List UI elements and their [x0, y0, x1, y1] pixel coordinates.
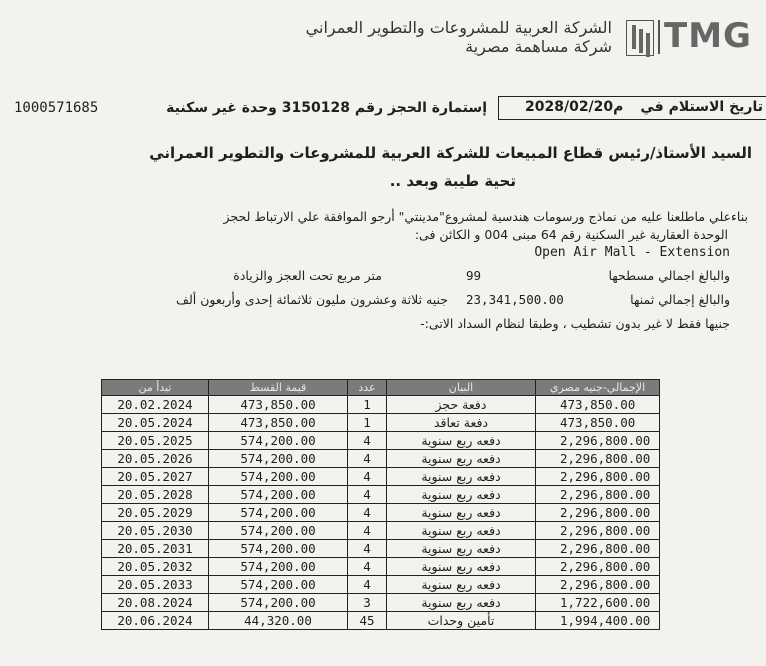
- row-description: دفعه ربع سنوية: [387, 540, 536, 558]
- row-count: 45: [348, 612, 387, 630]
- row-installment: 574,200.00: [209, 540, 348, 558]
- header-description: البيان: [387, 380, 536, 396]
- row-total: 2,296,800.00: [536, 522, 660, 540]
- row-installment: 473,850.00: [209, 396, 348, 414]
- row-installment: 44,320.00: [209, 612, 348, 630]
- row-count: 4: [348, 504, 387, 522]
- row-count: 4: [348, 432, 387, 450]
- row-total: 2,296,800.00: [536, 432, 660, 450]
- table-row: [102, 594, 660, 612]
- row-installment: 574,200.00: [209, 522, 348, 540]
- paragraph-line-1: بناءعلي ماطلعنا عليه من نماذج ورسومات هندسية لمشروع"مدينتي" أرجو الموافقة علي الارتباط لحجز: [223, 209, 748, 224]
- row-date: 20.05.2029: [102, 504, 209, 522]
- row-total: 2,296,800.00: [536, 540, 660, 558]
- row-description: دفعه ربع سنوية: [387, 468, 536, 486]
- table-row: [102, 414, 660, 432]
- row-date: 20.05.2025: [102, 432, 209, 450]
- row-date: 20.05.2032: [102, 558, 209, 576]
- row-total: 2,296,800.00: [536, 576, 660, 594]
- building-logo-icon: [626, 20, 654, 56]
- reservation-number: 3150128: [281, 100, 350, 116]
- table-row: [102, 540, 660, 558]
- row-total: 2,296,800.00: [536, 486, 660, 504]
- area-unit: متر مربع تحت العجز والزيادة: [233, 268, 382, 283]
- reservation-line: [166, 100, 487, 116]
- logo-text: TMG: [664, 16, 752, 56]
- row-description: دفعه ربع سنوية: [387, 486, 536, 504]
- mall-location: Open Air Mall - Extension: [534, 245, 730, 260]
- row-installment: 574,200.00: [209, 558, 348, 576]
- row-installment: 473,850.00: [209, 414, 348, 432]
- table-row: [102, 432, 660, 450]
- row-date: 20.08.2024: [102, 594, 209, 612]
- row-total: 473,850.00: [536, 414, 660, 432]
- row-total: 2,296,800.00: [536, 450, 660, 468]
- row-total: 2,296,800.00: [536, 558, 660, 576]
- row-description: دفعة حجز: [387, 396, 536, 414]
- reference-number: 1000571685: [14, 100, 99, 116]
- area-value: 99: [466, 268, 482, 283]
- payment-schedule-table: [101, 379, 660, 630]
- row-total: 1,722,600.00: [536, 594, 660, 612]
- price-in-words: جنيه ثلاثة وعشرون مليون ثلاثمائة إحدى وأربعون ألف: [176, 292, 448, 307]
- greeting: تحية طيبة وبعد ..: [389, 172, 516, 190]
- row-count: 4: [348, 558, 387, 576]
- row-count: 4: [348, 540, 387, 558]
- row-installment: 574,200.00: [209, 504, 348, 522]
- row-installment: 574,200.00: [209, 576, 348, 594]
- table-row: [102, 486, 660, 504]
- price-value: 23,341,500.00: [466, 292, 564, 307]
- row-date: 20.05.2028: [102, 486, 209, 504]
- row-count: 1: [348, 414, 387, 432]
- table-row: [102, 468, 660, 486]
- row-count: 4: [348, 468, 387, 486]
- row-date: 20.05.2033: [102, 576, 209, 594]
- row-date: 20.05.2024: [102, 414, 209, 432]
- row-installment: 574,200.00: [209, 486, 348, 504]
- header-start-date: تبدأ من: [102, 380, 209, 396]
- row-description: دفعه ربع سنوية: [387, 558, 536, 576]
- row-count: 4: [348, 450, 387, 468]
- company-logo: [626, 16, 752, 58]
- row-description: دفعه ربع سنوية: [387, 594, 536, 612]
- row-description: دفعه ربع سنوية: [387, 522, 536, 540]
- row-description: دفعة تعاقد: [387, 414, 536, 432]
- row-date: 20.05.2027: [102, 468, 209, 486]
- addressee: السيد الأستاذ/رئيس قطاع المبيعات للشركة العربية للمشروعات والتطوير العمراني: [149, 144, 752, 162]
- row-total: 1,994,400.00: [536, 612, 660, 630]
- row-description: دفعه ربع سنوية: [387, 504, 536, 522]
- delivery-date-value: 2028/02/20م: [525, 99, 624, 115]
- row-description: دفعه ربع سنوية: [387, 576, 536, 594]
- table-row: [102, 522, 660, 540]
- row-installment: 574,200.00: [209, 594, 348, 612]
- row-total: 2,296,800.00: [536, 468, 660, 486]
- row-installment: 574,200.00: [209, 468, 348, 486]
- row-count: 4: [348, 486, 387, 504]
- row-total: 2,296,800.00: [536, 504, 660, 522]
- row-description: دفعه ربع سنوية: [387, 450, 536, 468]
- company-name: الشركة العربية للمشروعات والتطوير العمراني: [305, 18, 612, 37]
- row-count: 4: [348, 576, 387, 594]
- table-row: [102, 396, 660, 414]
- price-in-words-continued: جنيها فقط لا غير بدون تشطيب ، وطبقا لنظام السداد الاتى:-: [420, 316, 730, 331]
- reservation-title: إستمارة الحجز رقم: [354, 100, 487, 116]
- unit-type: وحدة غير سكنية: [166, 100, 277, 116]
- row-date: 20.05.2031: [102, 540, 209, 558]
- delivery-date-label: تاريخ الاستلام في: [640, 99, 763, 115]
- row-date: 20.06.2024: [102, 612, 209, 630]
- row-installment: 574,200.00: [209, 450, 348, 468]
- row-date: 20.05.2030: [102, 522, 209, 540]
- logo-divider: [658, 20, 660, 54]
- row-date: 20.05.2026: [102, 450, 209, 468]
- table-row: [102, 504, 660, 522]
- delivery-date-box: [498, 96, 766, 120]
- table-row: [102, 612, 660, 630]
- table-row: [102, 576, 660, 594]
- row-description: تأمين وحدات: [387, 612, 536, 630]
- paragraph-line-2: الوحدة العقارية غير السكنية رقم 64 مبنى 004 و الكائن فى:: [414, 227, 728, 242]
- row-installment: 574,200.00: [209, 432, 348, 450]
- row-description: دفعه ربع سنوية: [387, 432, 536, 450]
- header-total: الإجمالي-جنيه مصري: [536, 380, 660, 396]
- row-count: 1: [348, 396, 387, 414]
- row-count: 4: [348, 522, 387, 540]
- table-row: [102, 558, 660, 576]
- table-row: [102, 450, 660, 468]
- row-date: 20.02.2024: [102, 396, 209, 414]
- company-type: شركة مساهمة مصرية: [465, 37, 612, 56]
- area-label: والبالغ اجمالي مسطحها: [608, 268, 730, 283]
- table-header-row: [102, 380, 660, 396]
- header-count: عدد: [348, 380, 387, 396]
- price-label: والبالغ إجمالي ثمنها: [630, 292, 730, 307]
- header-installment: قيمة القسط: [209, 380, 348, 396]
- row-count: 3: [348, 594, 387, 612]
- row-total: 473,850.00: [536, 396, 660, 414]
